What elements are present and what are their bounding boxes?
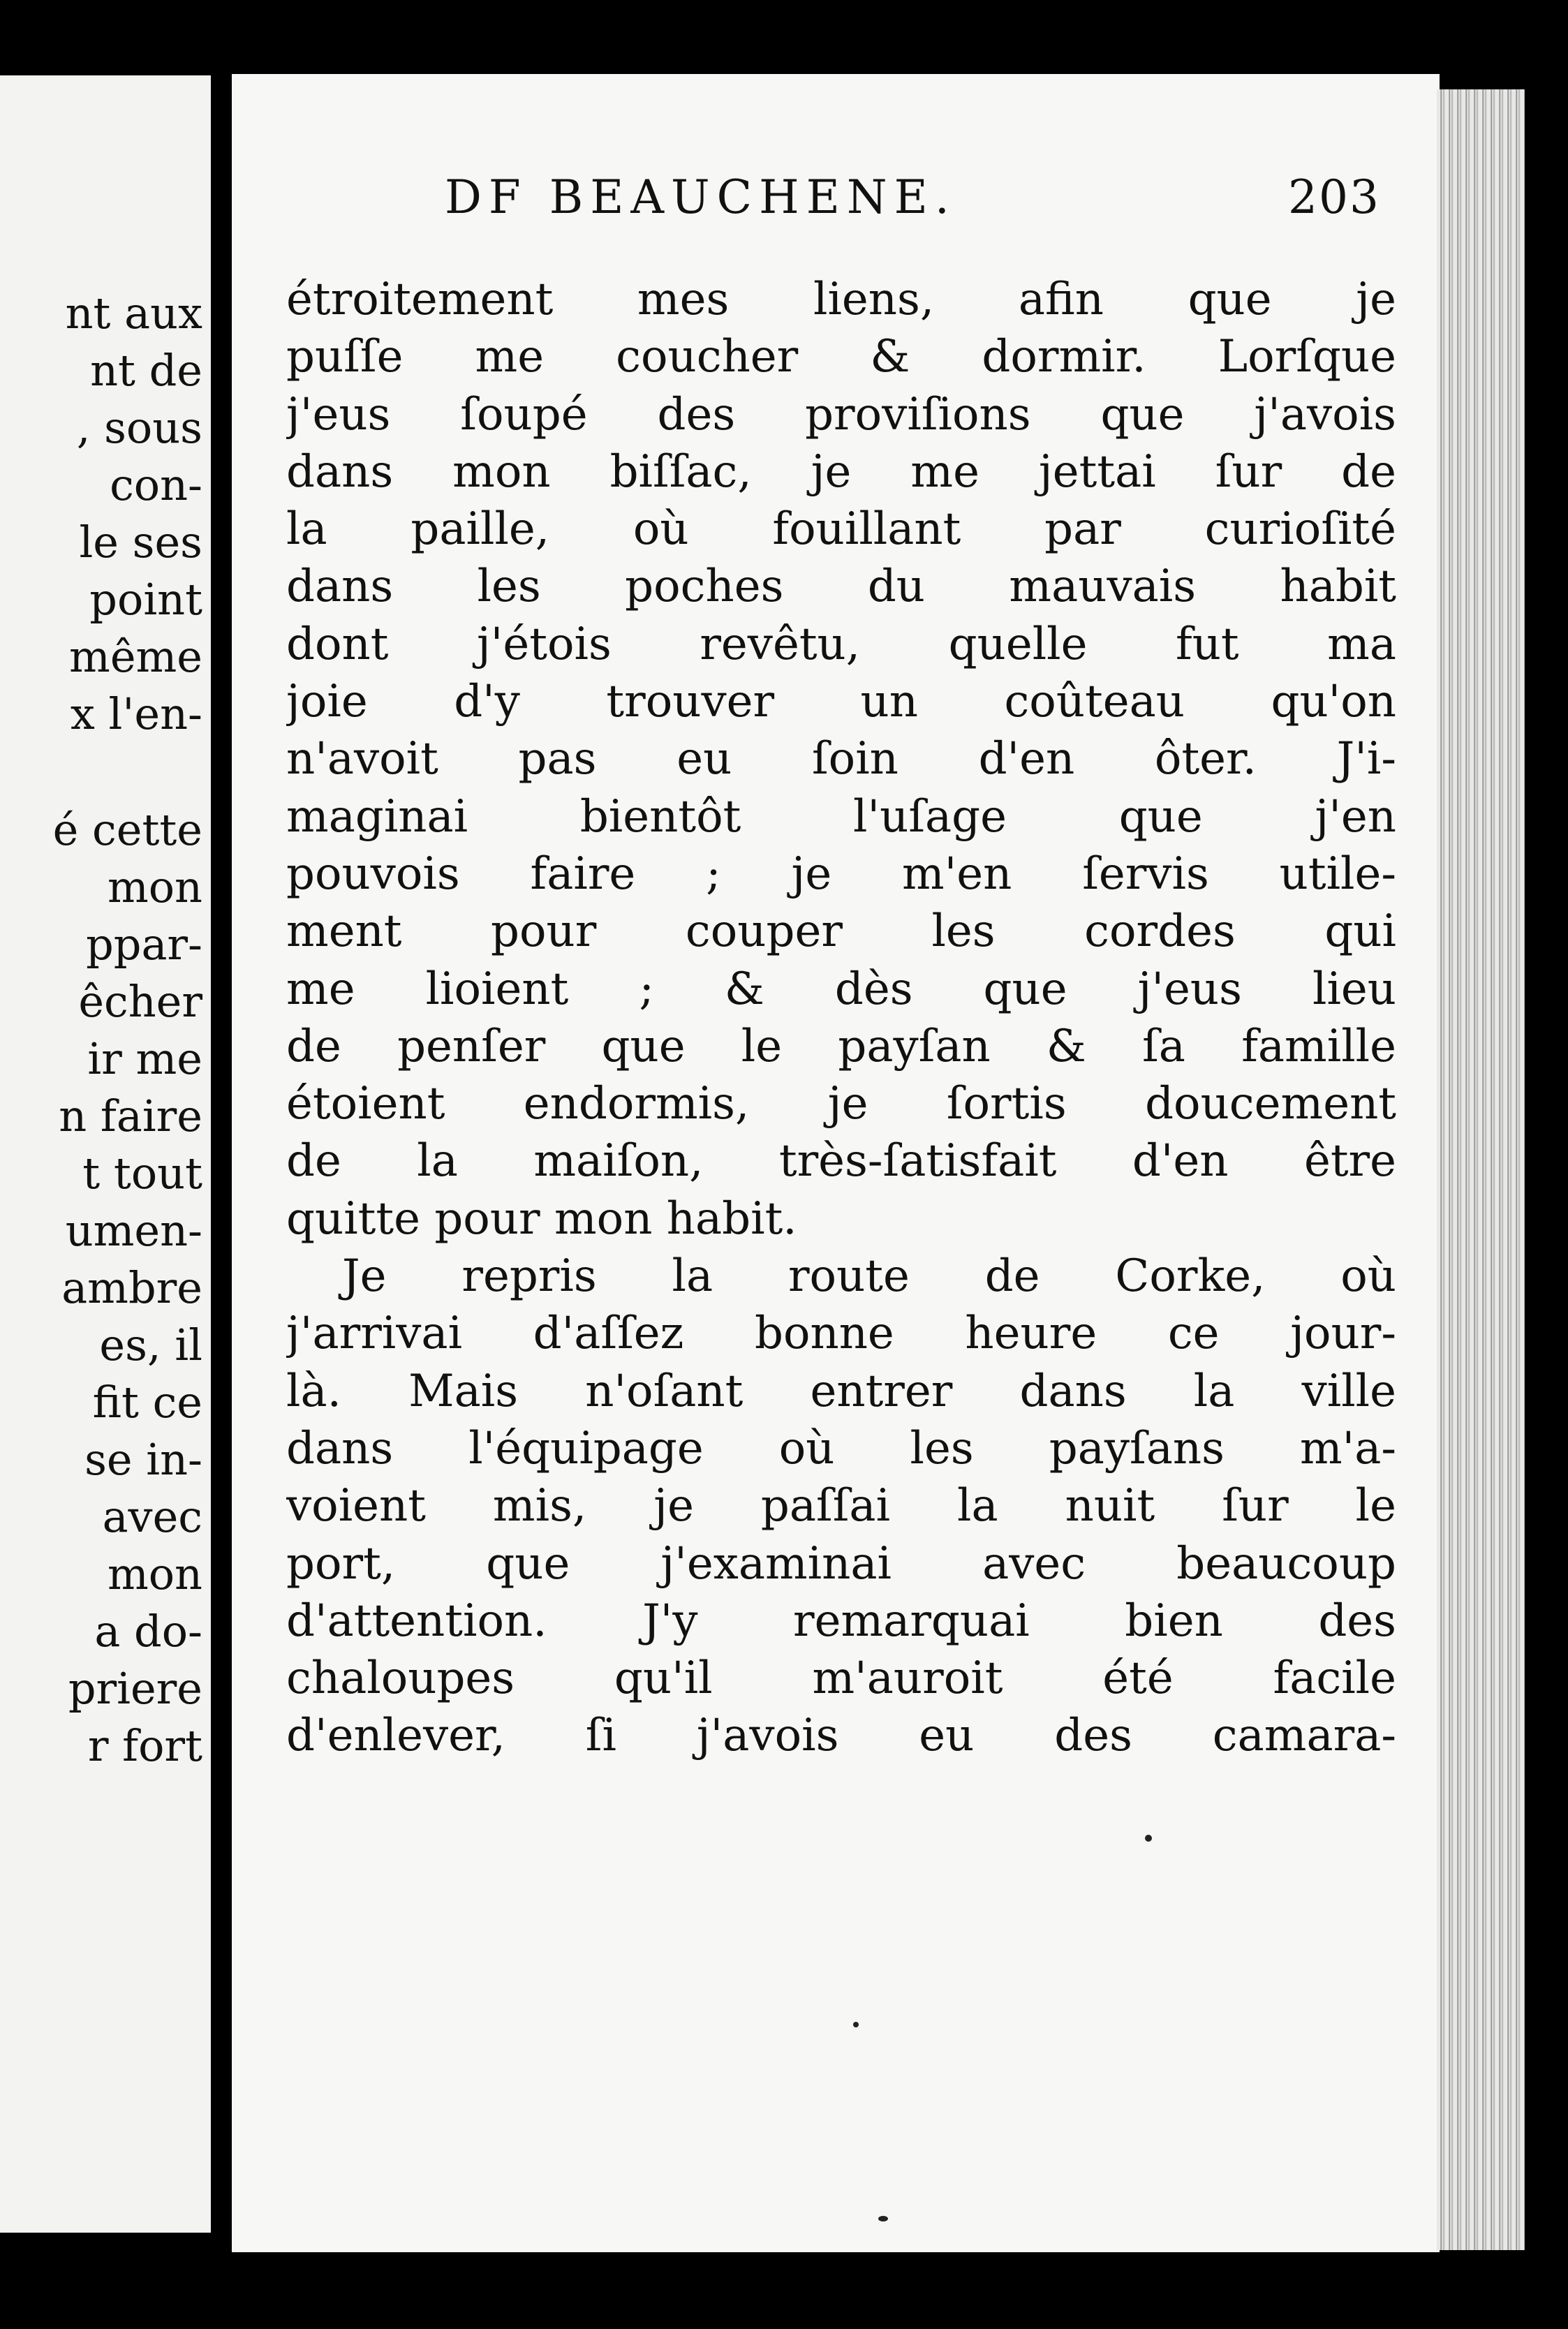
left-page-fragment: r fort [87, 1720, 202, 1771]
text-line: voient mis, je paſſai la nuit ſur le [286, 1480, 1396, 1532]
text-line: puſſe me coucher & dormir. Lorſque [286, 331, 1396, 383]
left-page-fragment: mon [107, 1548, 202, 1599]
text-line: n'avoit pas eu ſoin d'en ôter. J'i- [286, 733, 1396, 785]
page-edges [1437, 89, 1525, 2250]
left-page-fragment: priere [68, 1663, 202, 1714]
text-line: la paille, où fouillant par curioſité [286, 503, 1396, 556]
left-page-fragment: a do- [94, 1606, 202, 1657]
left-page-fragment: con- [110, 459, 202, 510]
left-page-fragment: le ses [79, 517, 202, 568]
text-line: étroitement mes liens, afin que je [286, 274, 1396, 325]
text-line: étoient endormis, je ſortis doucement [286, 1078, 1396, 1130]
text-line: dans l'équipage où les payſans m'a- [286, 1422, 1396, 1474]
text-line: joie d'y trouver un coûteau qu'on [286, 676, 1396, 728]
left-page-fragment: es, il [99, 1319, 202, 1370]
text-line: ment pour couper les cordes qui [286, 905, 1396, 958]
text-line: j'arrivai d'aſſez bonne heure ce jour- [286, 1308, 1396, 1360]
left-page-fragment: ir me [87, 1033, 202, 1084]
left-page-fragment: umen- [65, 1205, 202, 1256]
left-page-fragment: se in- [84, 1434, 202, 1485]
left-page-fragment: é cette [52, 804, 202, 855]
text-line: pouvois faire ; je m'en ſervis utile- [286, 848, 1396, 900]
left-page-fragment: fit ce [92, 1377, 202, 1428]
left-page-fragment: n faire [59, 1090, 202, 1141]
ink-speck [1145, 1835, 1152, 1842]
text-line: d'enlever, ſi j'avois eu des camara- [286, 1710, 1396, 1762]
left-page-fragment: t tout [82, 1148, 202, 1199]
left-page-fragment: point [89, 574, 202, 625]
text-line: dans mon biſſac, je me jettai ſur de [286, 445, 1396, 498]
left-page-fragment: , sous [76, 402, 202, 453]
left-page-fragment: nt aux [65, 288, 202, 339]
text-line: chaloupes qu'il m'auroit été facile [286, 1653, 1396, 1705]
left-page-fragment: avec [102, 1491, 202, 1542]
left-page-fragment: x l'en- [70, 688, 202, 739]
text-line: de la maiſon, très-ſatisfait d'en être [286, 1135, 1396, 1188]
left-page-fragment: ambre [61, 1262, 202, 1313]
text-line: quitte pour mon habit. [286, 1192, 797, 1245]
left-page-fragment: ppar- [86, 919, 202, 970]
ink-speck [878, 2216, 888, 2221]
text-line: me lioient ; & dès que j'eus lieu [286, 963, 1396, 1015]
left-facing-page [0, 75, 211, 2233]
body-text [286, 271, 1396, 1765]
book-page [232, 74, 1440, 2252]
text-line: j'eus ſoupé des proviſions que j'avois [286, 388, 1396, 441]
running-head [445, 170, 1380, 224]
text-line: dont j'étois revêtu, quelle fut ma [286, 618, 1396, 670]
left-page-fragment: nt de [90, 345, 202, 396]
ink-speck [853, 2022, 859, 2027]
text-line: Je repris la route de Corke, où [342, 1250, 1396, 1303]
left-page-fragment: mon [107, 862, 202, 912]
text-line: d'attention. J'y remarquai bien des [286, 1595, 1396, 1647]
text-line: maginai bientôt l'uſage que j'en [286, 790, 1396, 843]
page-number: 203 [1288, 170, 1380, 224]
text-line: dans les poches du mauvais habit [286, 561, 1396, 613]
text-line: là. Mais n'oſant entrer dans la ville [286, 1365, 1396, 1417]
left-page-fragment: êcher [78, 976, 202, 1027]
text-line: port, que j'examinai avec beaucoup [286, 1537, 1396, 1590]
text-line: de penſer que le payſan & ſa famille [286, 1020, 1396, 1072]
left-page-fragment: même [69, 631, 202, 682]
running-head-title: DF BEAUCHENE. [445, 170, 956, 224]
